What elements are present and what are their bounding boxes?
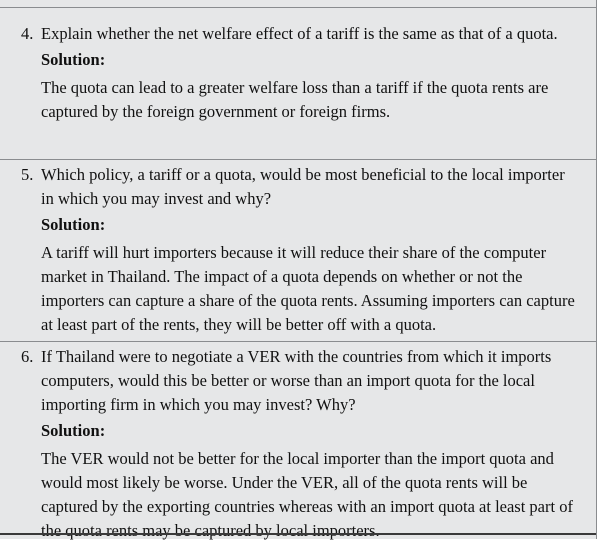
solution-text: The VER would not be better for the local importer than the import quota and would most likely be worse. Under the VER, all of the quota rents will be captured by the exporting countries whereas with an import quota at least part of the quota rents may be captured by local importers. bbox=[41, 449, 573, 540]
question-text: Which policy, a tariff or a quota, would be most beneficial to the local importer in which you may invest and why? bbox=[41, 165, 565, 208]
question-text: If Thailand were to negotiate a VER with the countries from which it imports computers, would this be better or worse than an import quota for the local importing firm in which you may invest? Why? bbox=[41, 347, 552, 414]
question-number: 4. bbox=[21, 24, 34, 43]
divider bbox=[0, 159, 596, 160]
bottom-rule bbox=[0, 533, 596, 535]
question-number: 6. bbox=[21, 347, 34, 366]
question-number: 5. bbox=[21, 165, 34, 184]
solution-label: Solution: bbox=[41, 50, 106, 69]
question-text: Explain whether the net welfare effect of a tariff is the same as that of a quota. bbox=[41, 24, 558, 43]
solution-text: The quota can lead to a greater welfare loss than a tariff if the quota rents are captured by the foreign government or foreign firms. bbox=[41, 78, 549, 121]
divider bbox=[0, 341, 596, 342]
solution-label: Solution: bbox=[41, 215, 106, 234]
question-body bbox=[41, 22, 581, 124]
question-body bbox=[41, 163, 581, 337]
solution-text: A tariff will hurt importers because it will reduce their share of the computer market in Thailand. The impact of a quota depends on whether or not the importers can capture a share of the quota rents. Assuming importers can capture at least part of the rents, they will be better off with a quota. bbox=[41, 243, 575, 334]
top-divider bbox=[0, 7, 596, 8]
question-body bbox=[41, 345, 581, 543]
solution-label: Solution: bbox=[41, 421, 106, 440]
